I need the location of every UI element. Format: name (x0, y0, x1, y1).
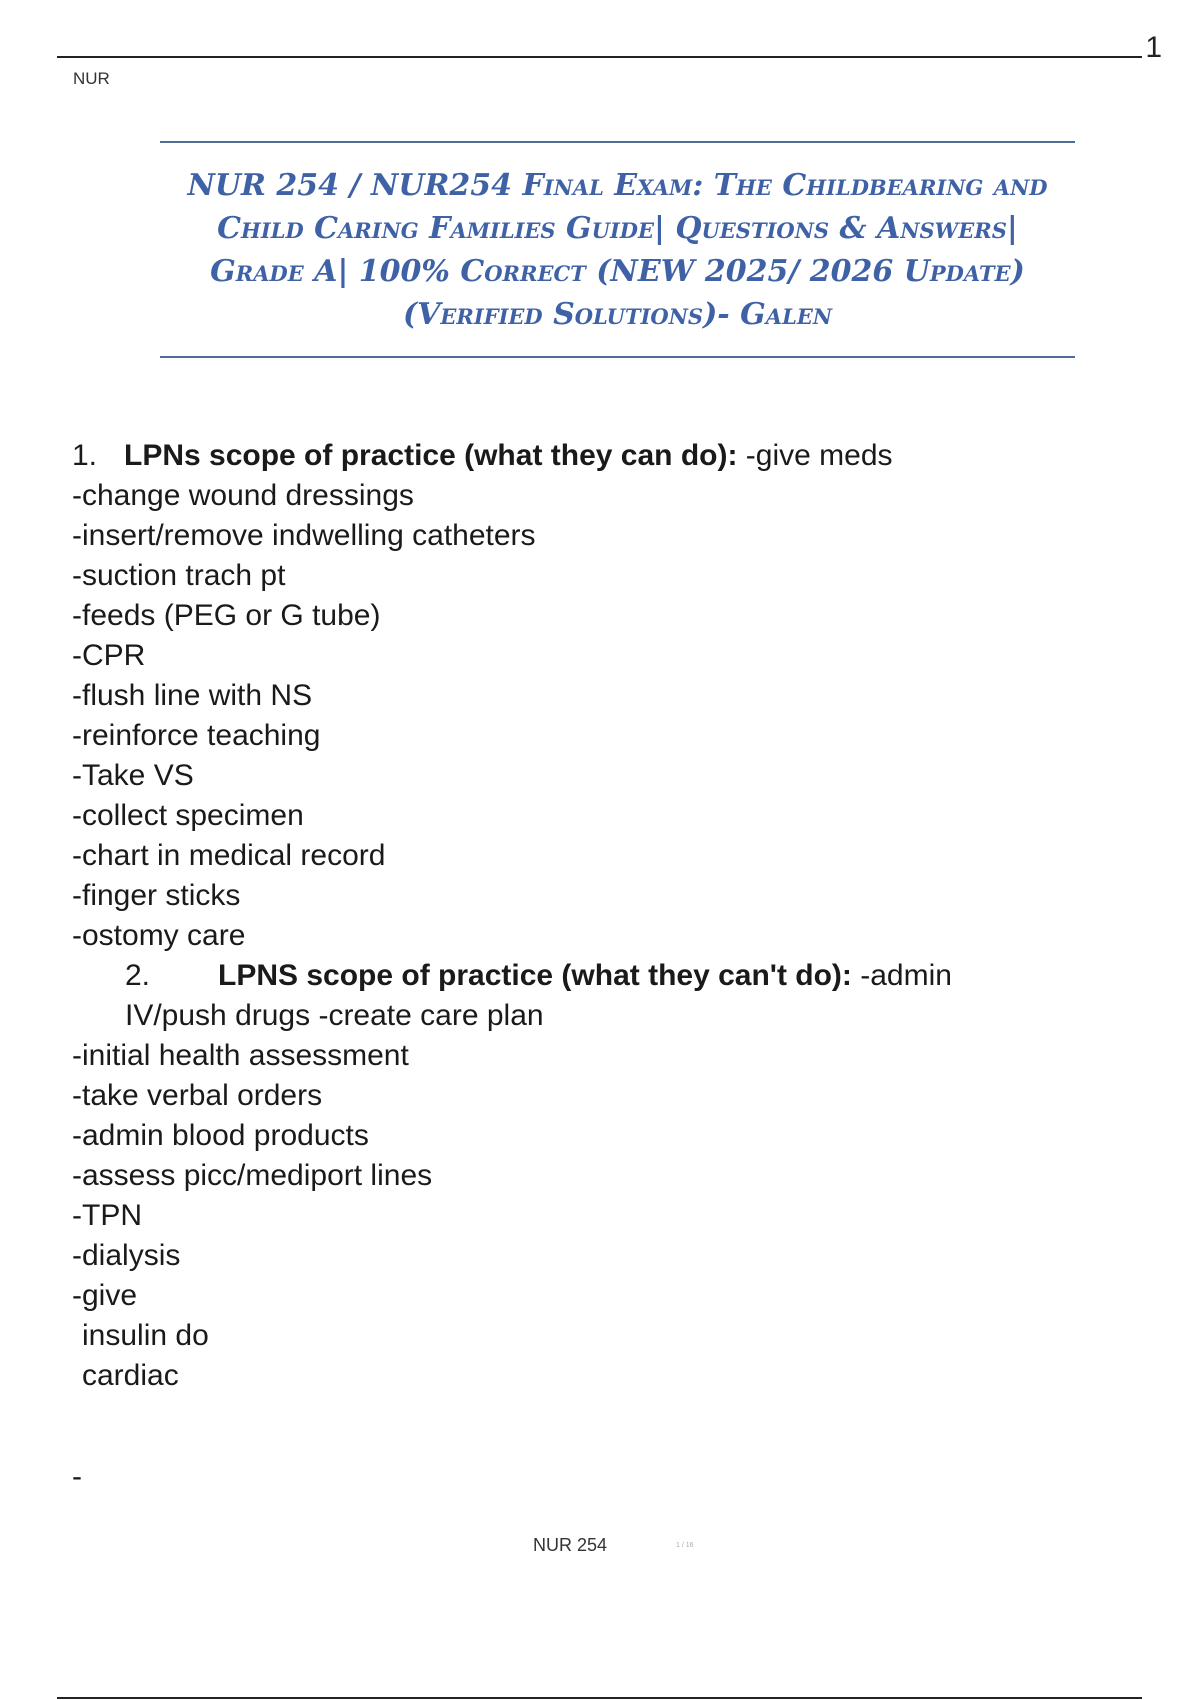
list-item: -admin blood products (72, 1119, 369, 1152)
question-1-heading: LPNs scope of practice (what they can do): (124, 439, 738, 472)
stray-dash: - (72, 1460, 82, 1493)
list-item: -TPN (72, 1199, 142, 1232)
list-item-indented: insulin do (82, 1319, 209, 1352)
title-line-1: NUR 254 / NUR254 Final Exam: The Childbearing and (187, 167, 1048, 203)
list-item: -finger sticks (72, 879, 241, 912)
footer-page-count: 1 / 16 (676, 1542, 694, 1549)
question-1-first-item: -give meds (737, 439, 893, 472)
list-item-indented: cardiac (82, 1359, 179, 1392)
list-item: -dialysis (72, 1239, 181, 1272)
list-item: -collect specimen (72, 799, 304, 832)
title-box (160, 141, 1075, 358)
list-item: -ostomy care (72, 919, 246, 952)
question-2 (125, 956, 1132, 996)
question-2-heading: LPNS scope of practice (what they can't do): (218, 959, 852, 992)
list-item: -CPR (72, 639, 146, 672)
title-line-4: (Verified Solutions)- Galen (402, 296, 833, 332)
list-item: -Take VS (72, 759, 194, 792)
list-item: -suction trach pt (72, 559, 286, 592)
header-rule (57, 56, 1142, 58)
question-2-number: 2. (125, 959, 151, 992)
question-2-continuation: IV/push drugs -create care plan (125, 999, 544, 1032)
question-1-number: 1. (72, 439, 98, 472)
list-item: -insert/remove indwelling catheters (72, 519, 536, 552)
list-item: -give (72, 1279, 138, 1312)
list-item: -take verbal orders (72, 1079, 323, 1112)
list-item: -flush line with NS (72, 679, 313, 712)
list-item: -feeds (PEG or G tube) (72, 599, 381, 632)
question-2-first-item: -admin (851, 959, 952, 992)
list-item: -change wound dressings (72, 479, 414, 512)
list-item: -reinforce teaching (72, 719, 321, 752)
page-number: 1 (1145, 31, 1162, 64)
list-item: -assess picc/mediport lines (72, 1159, 433, 1192)
footer-label: NUR 254 (533, 1535, 608, 1555)
header-label: NUR (73, 69, 110, 88)
title-line-3: Grade A| 100% Correct (NEW 2025/ 2026 Update) (210, 253, 1025, 289)
list-item: -initial health assessment (72, 1039, 409, 1072)
title-line-2: Child Caring Families Guide| Questions & Answers| (217, 210, 1018, 246)
list-item: -chart in medical record (72, 839, 386, 872)
document-title (173, 164, 1063, 336)
document-body (72, 436, 1132, 1396)
question-1 (72, 436, 1132, 476)
bottom-rule (57, 1697, 1142, 1699)
